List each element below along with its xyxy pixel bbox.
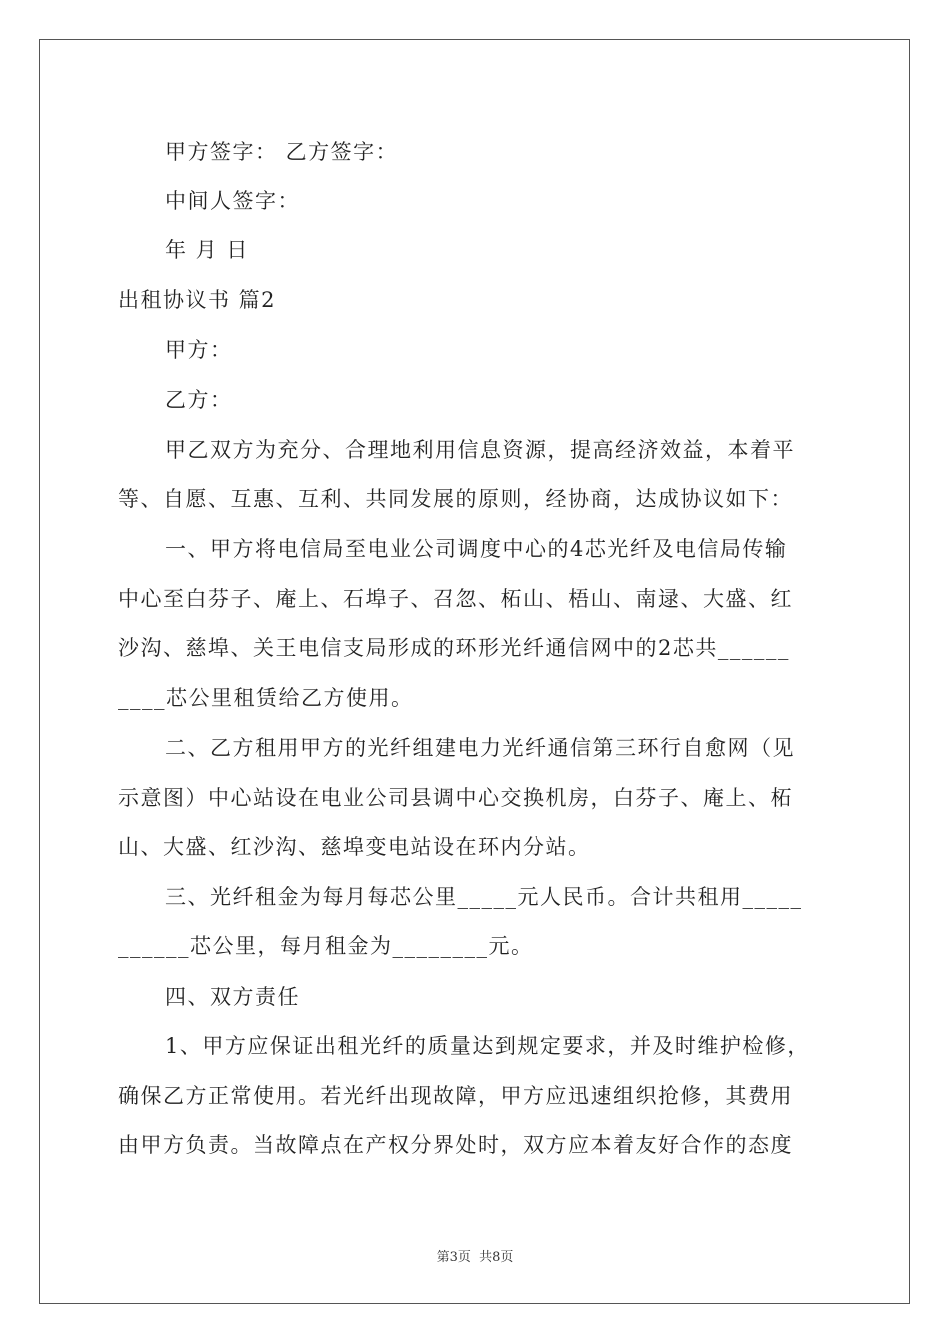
signature-line-parties: 甲方签字： 乙方签字： <box>165 140 399 164</box>
page-border <box>39 39 910 1304</box>
paragraph-line: 三、光纤租金为每月每芯公里_____元人民币。合计共租用_____ <box>165 885 803 909</box>
paragraph-line: 一、甲方将电信局至电业公司调度中心的4芯光纤及电信局传输 <box>165 537 788 561</box>
paragraph-line: ______芯公里，每月租金为________元。 <box>118 934 534 958</box>
paragraph-line: 示意图）中心站设在电业公司县调中心交换机房，白芬子、庵上、柘 <box>118 786 793 810</box>
paragraph-line: ____芯公里租赁给乙方使用。 <box>118 686 414 710</box>
paragraph-line: 沙沟、慈埠、关王电信支局形成的环形光纤通信网中的2芯共______ <box>118 636 790 660</box>
paragraph-line: 二、乙方租用甲方的光纤组建电力光纤通信第三环行自愈网（见 <box>165 736 795 760</box>
paragraph-line: 山、大盛、红沙沟、慈埠变电站设在环内分站。 <box>118 835 591 859</box>
paragraph-line: 四、双方责任 <box>165 985 300 1009</box>
paragraph-line: 确保乙方正常使用。若光纤出现故障，甲方应迅速组织抢修，其费用 <box>118 1084 793 1108</box>
page-footer <box>0 1246 950 1265</box>
page-total: 共8页 <box>479 1250 514 1265</box>
section-title: 出租协议书 篇2 <box>118 288 277 312</box>
party-a-line: 甲方： <box>165 338 233 362</box>
paragraph-line: 由甲方负责。当故障点在产权分界处时，双方应本着友好合作的态度 <box>118 1133 793 1157</box>
paragraph-line: 1、甲方应保证出租光纤的质量达到规定要求，并及时维护检修， <box>165 1034 810 1058</box>
paragraph-line: 中心至白芬子、庵上、石埠子、召忽、柘山、梧山、南逯、大盛、红 <box>118 587 793 611</box>
page-number: 第3页 <box>436 1250 471 1265</box>
signature-line-middleman: 中间人签字： <box>165 189 300 213</box>
date-line: 年 月 日 <box>165 238 249 262</box>
party-b-line: 乙方： <box>165 388 233 412</box>
paragraph-line: 甲乙双方为充分、合理地利用信息资源，提高经济效益，本着平 <box>165 438 795 462</box>
paragraph-line: 等、自愿、互惠、互利、共同发展的原则，经协商，达成协议如下： <box>118 487 793 511</box>
